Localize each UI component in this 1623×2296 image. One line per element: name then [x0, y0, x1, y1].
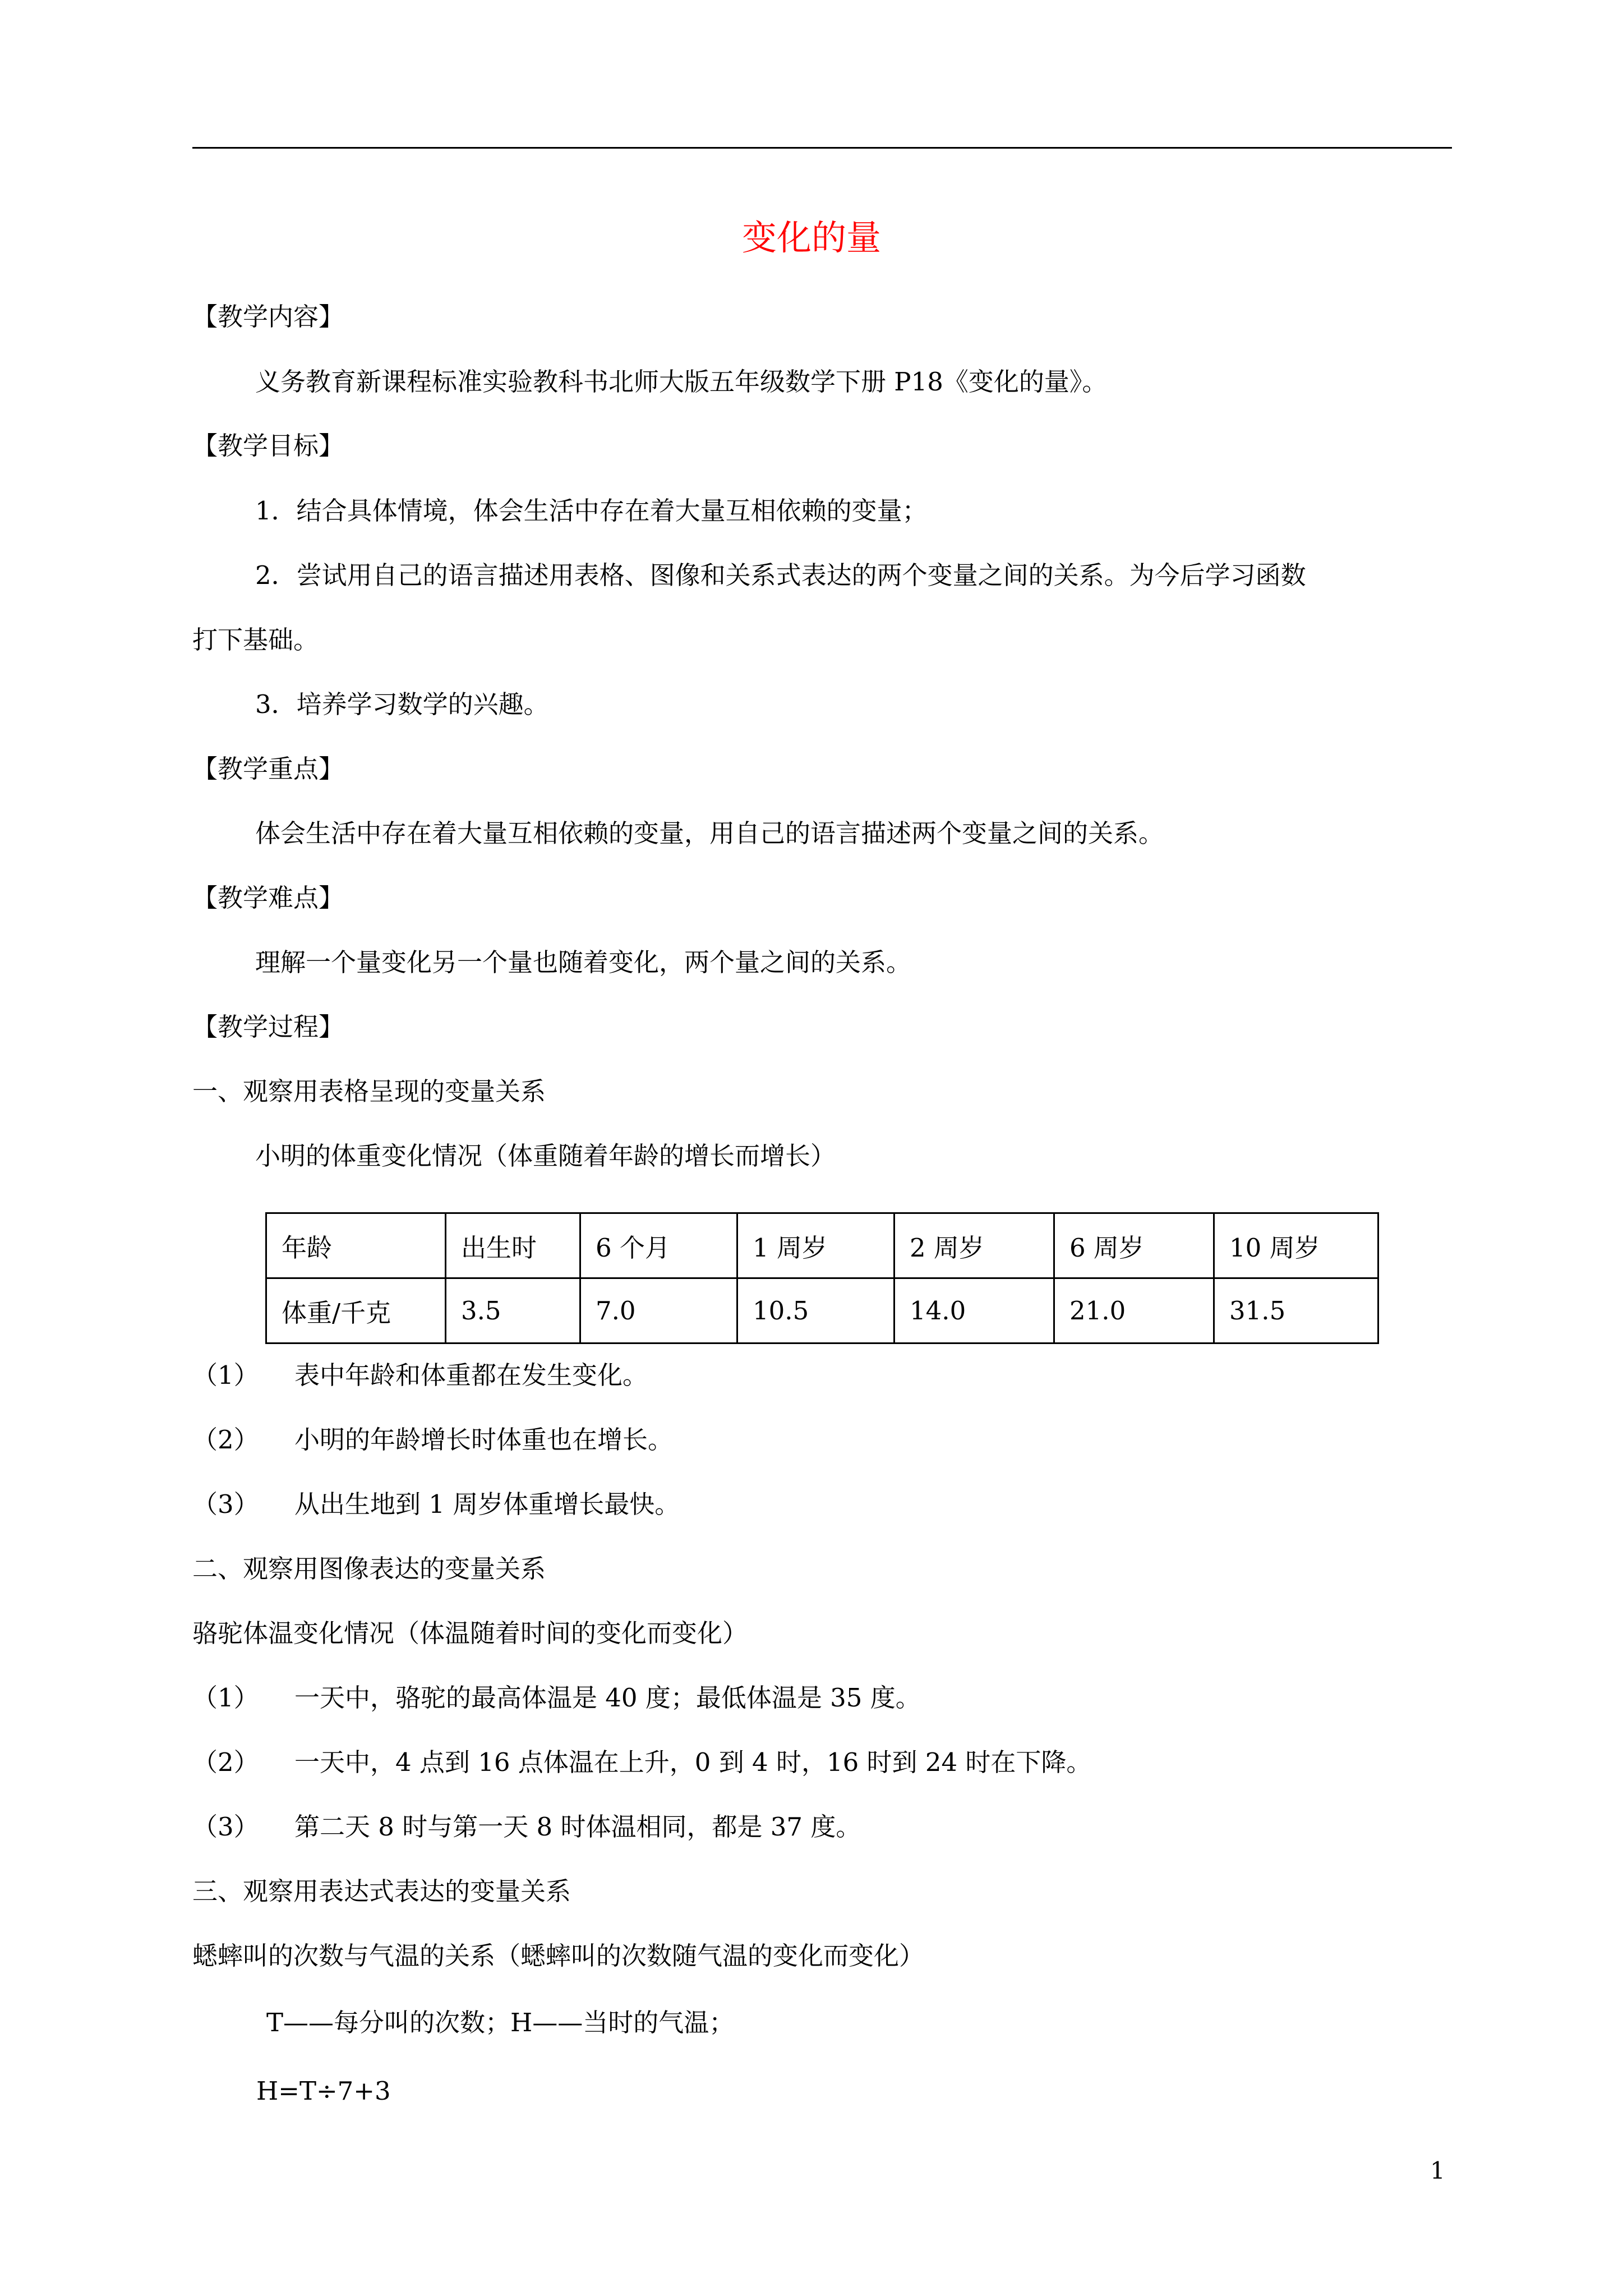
part-3-heading: 三、观察用表达式表达的变量关系 [192, 1876, 571, 1906]
table-header-cell: 1 周岁 [737, 1213, 895, 1278]
goal-2-line-1: 2．尝试用自己的语言描述用表格、图像和关系式表达的两个变量之间的关系。为今后学习函数 [255, 560, 1306, 590]
table-row [266, 1278, 1378, 1343]
table-cell: 14.0 [895, 1278, 1054, 1343]
weight-table [265, 1212, 1379, 1344]
section-heading-process: 【教学过程】 [192, 1012, 344, 1042]
table-cell: 21.0 [1054, 1278, 1214, 1343]
list-item: 一天中，4 点到 16 点体温在上升，0 到 4 时，16 时到 24 时在下降。 [294, 1747, 1092, 1777]
table-row [266, 1213, 1378, 1278]
list-item-number: （2） [192, 1747, 259, 1777]
list-item: 小明的年龄增长时体重也在增长。 [294, 1425, 674, 1455]
variable-definition: T——每分叫的次数；H——当时的气温； [266, 2008, 735, 2037]
table-cell: 7.0 [580, 1278, 737, 1343]
list-item-number: （2） [192, 1425, 259, 1455]
difficulty-text: 理解一个量变化另一个量也随着变化，两个量之间的关系。 [255, 947, 912, 977]
list-item: 一天中，骆驼的最高体温是 40 度；最低体温是 35 度。 [294, 1683, 921, 1713]
part-2-heading: 二、观察用图像表达的变量关系 [192, 1554, 546, 1584]
table-header-cell: 2 周岁 [895, 1213, 1054, 1278]
part-3-subtitle: 蟋蟀叫的次数与气温的关系（蟋蟀叫的次数随气温的变化而变化） [192, 1941, 925, 1971]
table-cell: 31.5 [1214, 1278, 1378, 1343]
header-rule [192, 147, 1452, 149]
goal-3: 3．培养学习数学的兴趣。 [255, 689, 549, 719]
list-item-number: （3） [192, 1812, 259, 1842]
section-heading-goals: 【教学目标】 [192, 431, 344, 461]
table-cell: 3.5 [446, 1278, 580, 1343]
table-header-cell: 10 周岁 [1214, 1213, 1378, 1278]
table-cell: 体重/千克 [266, 1278, 446, 1343]
list-item: 第二天 8 时与第一天 8 时体温相同，都是 37 度。 [294, 1812, 861, 1842]
table-header-cell: 年龄 [266, 1213, 446, 1278]
content-text: 义务教育新课程标准实验教科书北师大版五年级数学下册 P18《变化的量》。 [255, 367, 1108, 397]
goal-2-line-2: 打下基础。 [192, 625, 319, 655]
part-2-subtitle: 骆驼体温变化情况（体温随着时间的变化而变化） [192, 1618, 748, 1648]
formula: H=T÷7+3 [256, 2076, 391, 2106]
section-heading-content: 【教学内容】 [192, 302, 344, 332]
table-header-cell: 6 个月 [580, 1213, 737, 1278]
section-heading-difficulty: 【教学难点】 [192, 883, 344, 913]
list-item-number: （3） [192, 1489, 259, 1519]
table-header-cell: 出生时 [446, 1213, 580, 1278]
table-header-cell: 6 周岁 [1054, 1213, 1214, 1278]
section-heading-key: 【教学重点】 [192, 754, 344, 784]
page-title: 变化的量 [741, 217, 881, 258]
page-number: 1 [1430, 2157, 1445, 2184]
list-item: 表中年龄和体重都在发生变化。 [294, 1360, 648, 1390]
part-1-heading: 一、观察用表格呈现的变量关系 [192, 1076, 546, 1106]
table-cell: 10.5 [737, 1278, 895, 1343]
goal-1: 1．结合具体情境，体会生活中存在着大量互相依赖的变量； [255, 496, 928, 526]
list-item: 从出生地到 1 周岁体重增长最快。 [294, 1489, 680, 1519]
part-1-subtitle: 小明的体重变化情况（体重随着年龄的增长而增长） [255, 1141, 836, 1171]
list-item-number: （1） [192, 1683, 259, 1713]
list-item-number: （1） [192, 1360, 259, 1390]
key-text: 体会生活中存在着大量互相依赖的变量，用自己的语言描述两个变量之间的关系。 [255, 818, 1164, 848]
